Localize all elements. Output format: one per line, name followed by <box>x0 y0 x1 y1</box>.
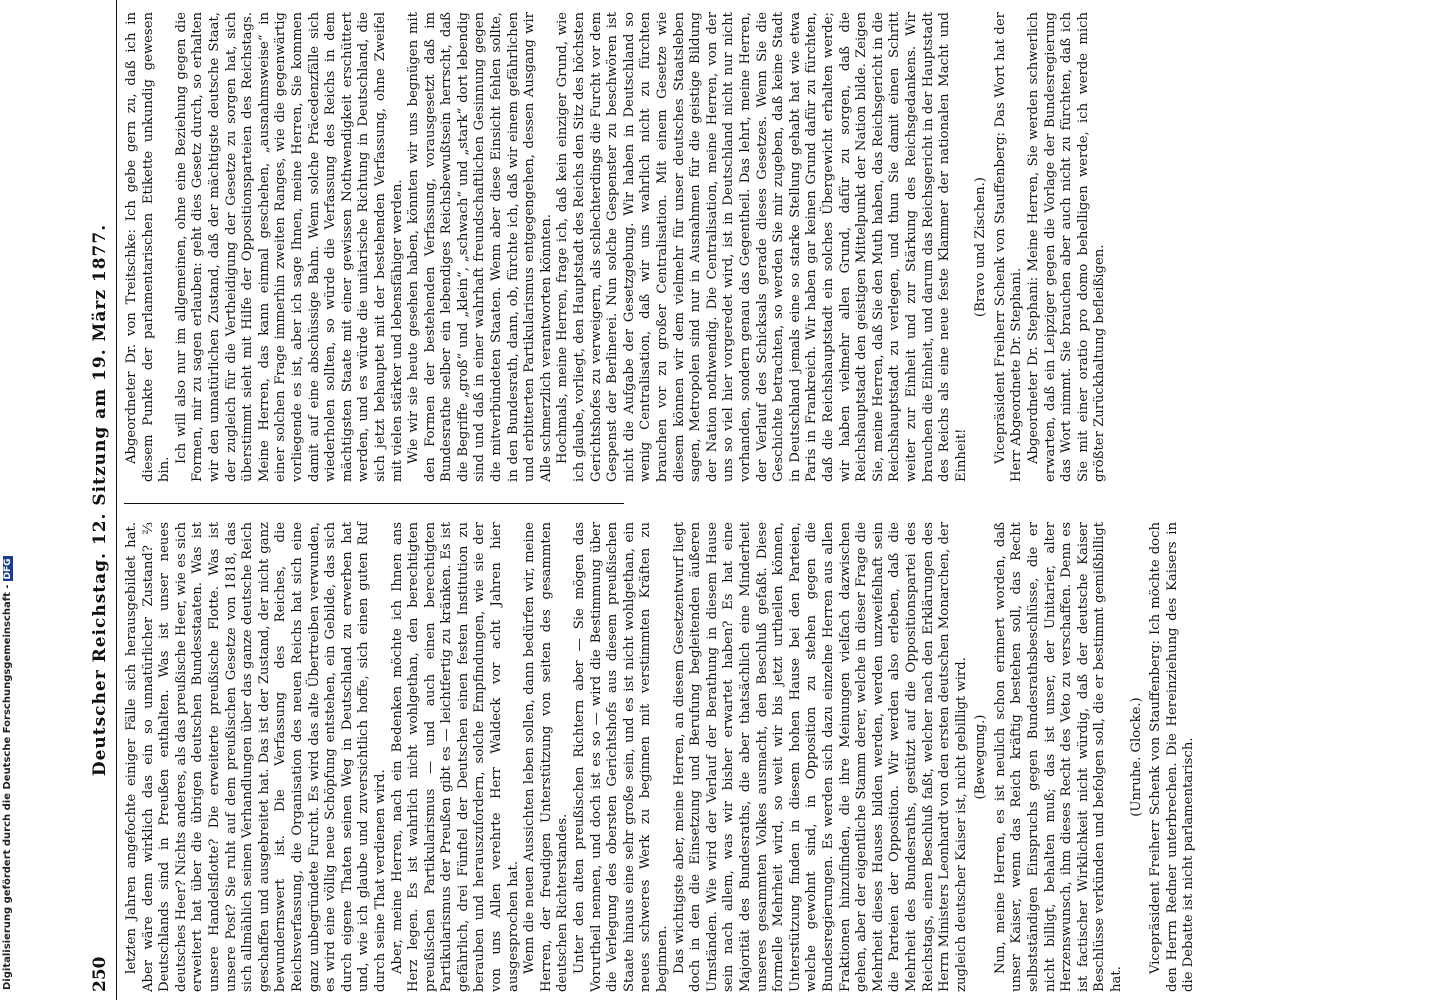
paragraph: Hochmals, meine Herren, frage ich, daß kein einziger Grund, wie ich glaube, vorliegt, den Hauptstadt des Reichs den Sitz des höchsten Gerichtshofes zu verweigern, als schlechterdings die Furcht vor dem Gespenst der Berlinerei. Nun solche Gespenster zu beschwören ist nicht die Aufgabe der Gesetzgebung. Wir haben in Deutschland so wenig Centralisation, daß wir uns wahrlich nicht zu fürchten brauchen vor zu großer Centralisation. Mit einem Gesetze wie diesem können wir dem vielmehr für unser deutsches Staatsleben sagen, Metropolen sind nur in Ausnahmen für die geistige Bildung der Nation nothwendig. Die Centralisation, meine Herren, von der uns so viel hier vorgeredet wird, ist in Deutschland nicht nur nicht vorhanden, sondern genau das Gegentheil. Das lehrt, meine Herren, der Verlauf des Schicksals gerade dieses Gesetzes. Wenn Sie die Geschichte betrachten, so werden Sie mir zugeben, daß keine Stadt in Deutschland jemals eine so starke Stellung gehabt hat wie etwa Paris in Frankreich. Wir haben gar keinen Grund dafür zu fürchten, daß die Reichshauptstadt ein solches Übergewicht erhalten werde; wir haben vielmehr allen Grund, dafür zu sorgen, daß die Reichshauptstadt den geistigen Mittelpunkt der Nation bilde. Zeigen Sie, meine Herren, daß Sie den Muth haben, das Reichsgericht in die Reichshauptstadt zu verlegen, und thun Sie damit einen Schritt weiter zur Einheit und zur Stärkung des Reichsgedankens. Wir brauchen die Einheit, und darum das Reichsgericht in der Hauptstadt des Reichs als eine neue feste Klammer der nationalen Macht und Einheit! <box>555 12 969 482</box>
right-column <box>124 12 1109 482</box>
paragraph: Das wichtigste aber, meine Herren, an diesem Gesetzentwurf liegt doch in den die Einsetzung und Berufung begleitenden äußeren Umständen. Wie wird der Verlauf der Berathung in diesem Hause sein nach allem, was wir bisher erwartet haben? Es hat eine Majorität des Bundesraths, die aber thatsächlich eine Minderheit unseres gesammten Volkes ausmacht, den Beschluß gefaßt. Diese formelle Mehrheit wird, so weit wir bis jetzt urtheilen können, Unterstützung finden in diesem hohen Hause bei den Parteien, welche gewohnt sind, in Opposition zu stehen gegen die Bundesregierungen. Es werden sich dazu einzelne Herren aus allen Fraktionen hinzufinden, die ihre Meinungen vielfach dazwischen gehen, aber der eigentliche Stamm derer, welche in dieser Frage die Mehrheit dieses Hauses bilden werden, werden unzweifelhaft sein die Parteien der Opposition. Wir werden also erleben, daß die Mehrheit des Bundesraths, gestützt auf die Oppositionspartei des Reichstags, einen Beschluß faßt, welcher nach den Erklärungen des Herrn Ministers Leonhardt von den ersten deutschen Monarchen, der zugleich deutscher Kaiser ist, nicht gebilligt wird. <box>671 522 969 992</box>
left-column <box>124 522 1198 992</box>
paragraph: letzten Jahren angefochte einiger Fälle sich herausgebildet hat. Aber wäre denn wirklich das ein so unnatürlicher Zustand? ⅔ Deutschlands sind in Preußen enthalten. Was ist unser neues deutsches Heer? Nichts anderes, als das preußische Heer, wie es sich erweitert hat über die übrigen deutschen Bundesstaaten. Was ist unsere Handelsflotte? Die erweiterte preußische Flotte. Was ist unsere Post? Sie ruht auf dem preußischen Gesetze von 1818, das sich allmählich seinen Verhandlungen über das ganze deutsche Reich geschaffen und ausgebreitet hat. Das ist der Zustand, der nicht ganz bewundernswert ist. Die Verfassung des Reiches, die Reichsverfassung, die Organisation des neuen Reichs hat sich eine ganz unbegründete Furcht. Es wird das alte Übertreiben verwunden, es wird eine völlig neue Schöpfung entstehen, ein Gebilde, das sich durch eigene Thaten seinen Weg in Deutschland zu erwerben hat und, wie ich glaube und zuversichtlich hoffe, sich einen guten Ruf durch seine That verdienen wird. <box>124 522 388 992</box>
paragraph: Wie wir sie heute gesehen haben, könnten wir uns begnügen mit den Formen der bestehenden Verfassung, vorausgesetzt daß im Bundesrathe selber ein lebendiges Reichsbewußtsein herrscht, daß die Begriffe „groß“ und „klein“, „schwach“ und „stark“ dort lebendig sind und daß in einer wahrhaft freundschaftlichen Gesinnung gegen die mitverbündeten Staaten. Wenn aber diese Einsicht fehlen sollte, in den Bundesrath, dann, ob, fürchte ich, daß wir einem gefährlichen und erbitterten Partikularismus entgegengehen, dessen Ausgang wir Alle schmerzlich verantworten könnten. <box>406 12 554 482</box>
paragraph: Vicepräsident Freiherr Schenk von Stauffenberg: Das Wort hat der Herr Abgeordnete Dr. Stephani. <box>992 12 1025 482</box>
page-number: 250 <box>90 956 110 992</box>
page-header <box>88 0 114 1000</box>
sidebar-credit <box>0 0 20 1000</box>
header-rule <box>116 0 117 1000</box>
paragraph: Nun, meine Herren, es ist neulich schon erinnert worden, daß unser Kaiser, wenn das Reich kräftig bestehen soll, das Recht selbstständigen Einspruchs gegen Bundesrathsbeschlüsse, die er nicht billigt, behalten muß; das ist unser, der Unitarier, alter Herzenswunsch, ihm dieses Recht des Veto zu verschaffen. Denn es ist factischer Wirklichkeit nicht würdig, daß der deutsche Kaiser Beschlüsse verkünden und befolgen soll, die er bestimmt gemißbilligt hat. <box>992 522 1125 992</box>
paragraph: Vicepräsident Freiherr Schenk von Stauffenberg: Ich möchte doch den Herrn Redner unterbrechen. Die Hereinziehung des Kaisers in die Debatte ist nicht parlamentarisch. <box>1148 522 1197 992</box>
paragraph: Wenn die neuen Aussichten leben sollen, dann bedürfen wir, meine Herren, der freudigen Unterstützung von seiten des gesammten deutschen Richterstandes. <box>522 522 571 992</box>
dfg-logo: DFG <box>3 558 13 580</box>
scanned-page <box>88 0 1398 1000</box>
paragraph: Ich will also nur im allgemeinen, ohne eine Beziehung gegen die Formen, mir zu sagen erlauben: geht dies Gesetz durch, so erhalten wir den unnatürlichen Zustand, daß der mächtigste deutsche Staat, der zugleich für die Vertheidigung der Gesetze zu sorgen hat, sich überstimmt sieht mit Hilfe der Oppositionsparteien des Reichstags. Meine Herren, das kann einmal geschehen, „ausnahmsweise“ in einer solchen Frage immerhin zweiten Ranges, wie die gegenwärtig vorliegende es ist, aber ich sage Ihnen, meine Herren, Sie kommen damit auf eine abschüssige Bahn. Wenn solche Präcedenzfälle sich wiederholen sollten, so würde die Verfassung des Reichs in dem mächtigsten Staate mit einer gewissen Nothwendigkeit erschüttert werden, und es würde die unitarische Richtung in Deutschland, die sich jetzt behauptet mit der bestehenden Verfassung, ohne Zweifel mit vielen stärker und lebensfähiger werden. <box>173 12 405 482</box>
running-title: Deutscher Reichstag. 12. Sitzung am 19. März 1877. <box>90 223 110 777</box>
interjection: (Unruhe. Glocke.) <box>1128 697 1144 817</box>
column-separator <box>124 503 624 504</box>
paragraph: Abgeordneter Dr. von Treitschke: Ich gebe gern zu, daß ich in diesem Punkte der parlamentarischen Etikette unkundig gewesen bin. <box>124 12 173 482</box>
paragraph: Abgeordneter Dr. Stephani: Meine Herren, Sie werden schwerlich erwarten, daß ein Leipziger gegen die Vorlage der Bundesregierung das Wort nimmt. Sie brauchen aber auch nicht zu fürchten, daß ich Sie mit einer oratio pro domo behelligen werde, ich werde mich größter Zurückhaltung befleißigen. <box>1026 12 1108 482</box>
paragraph: Unter den alten preußischen Richtern aber — Sie mögen das Vorurtheil nennen, und doch ist es so — wird die Bestimmung über die Verlegung des obersten Gerichtshofs aus diesem preußischen Staate hinaus eine sehr große sein, und es ist nicht wohlgethan, ein neues schweres Werk zu beginnen mit verstimmten Kräften zu beginnen. <box>572 522 670 992</box>
interjection: (Bewegung.) <box>973 714 989 800</box>
credit-text: Digitalisierung gefördert durch die Deutsche Forschungsgemeinschaft -DFG <box>2 558 13 990</box>
paragraph: Aber, meine Herren, nach ein Bedenken möchte ich Ihnen ans Herz legen. Es ist wahrlich nicht wohlgethan, den berechtigten preußischen Partikularismus — und auch einen berechtigten Partikularismus der Preußen gibt es — leichtfertig zu kränken. Es ist gefährlich, drei Fünftel der Deutschen einen festen Institution zu berauben und herauszufordern, solche Empfindungen, wie sie der von uns Allen verehrte Herr Waldeck vor acht Jahren hier ausgesprochen hat. <box>389 522 521 992</box>
interjection: (Bravo und Zischen.) <box>973 177 989 317</box>
